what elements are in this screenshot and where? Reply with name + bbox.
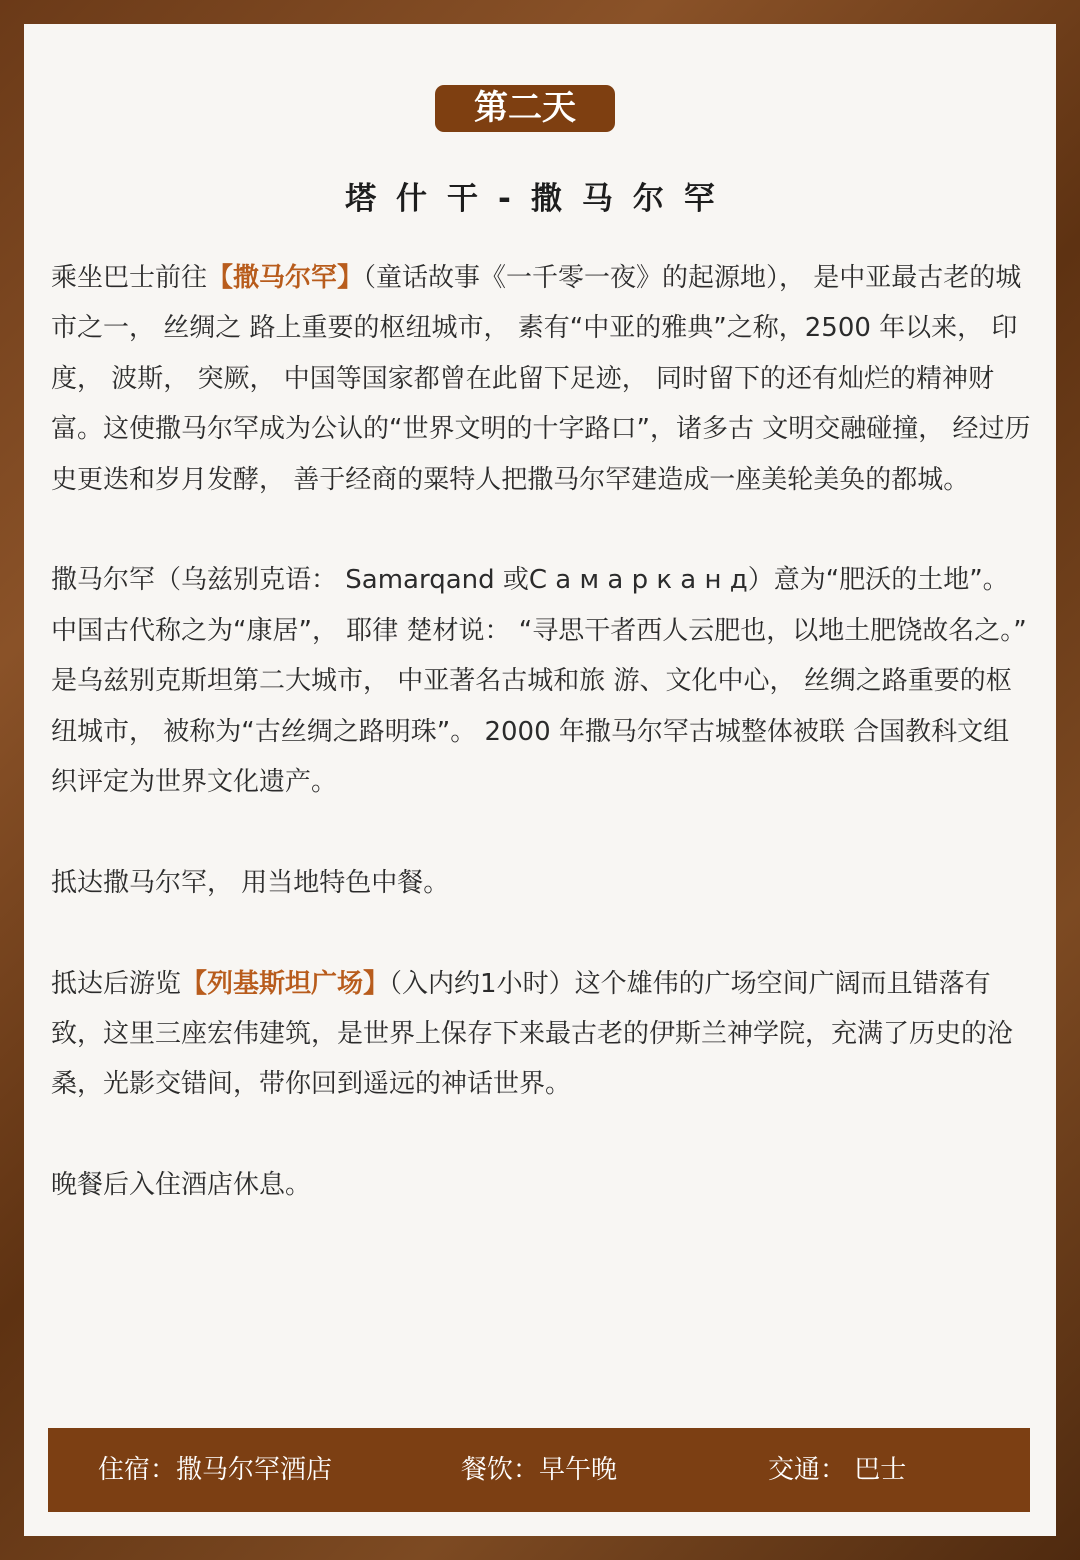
day-badge: 第二天	[435, 85, 615, 132]
meals-info: 餐饮：早午晚	[461, 1455, 618, 1485]
lodging-info: 住宿：撒马尔罕酒店	[98, 1455, 333, 1485]
paragraph-text: （入内约1小时）这个雄伟的广场空间广阔而且错落有致，这里三座宏伟建筑，是世界上保存下来最古老的伊斯兰神学院，充满了历史的沧桑，光影交错间，带你回到遥远的神话世界。	[51, 968, 1014, 1100]
highlight-registan: 【列基斯坦广场】	[181, 968, 390, 999]
transport-info: 交通： 巴士	[768, 1455, 907, 1485]
paragraph-text: 抵达后游览	[51, 968, 182, 999]
itinerary-card	[24, 24, 1056, 1536]
paragraph-samarkand-history: 撒马尔罕（乌兹别克语： Samarqand 或С а м а р к а н д）意为“肥沃的土地”。中国古代称之为“康居”， 耶律 楚材说： “寻思干者西人云肥也，以地土肥饶故名之。” 是乌兹别克斯坦第二大城市， 中亚著名古城和旅 游、文化中心， 丝绸之路重要的枢纽城市， 被称为“古丝绸之路明珠”。 2000 年撒马尔罕古城整体被联 合国教科文组织评定为世界文化遗产。	[51, 565, 1027, 798]
info-footer	[48, 1428, 1030, 1512]
paragraph-lunch: 抵达撒马尔罕， 用当地特色中餐。	[51, 867, 450, 898]
paragraph-samarkand-intro	[51, 253, 1033, 505]
paragraph-hotel: 晚餐后入住酒店休息。	[51, 1170, 312, 1201]
itinerary-content	[51, 253, 1033, 1261]
route-title: 塔什干-撒马尔罕	[345, 181, 735, 217]
paragraph-text: 乘坐巴士前往	[51, 263, 208, 293]
highlight-samarkand: 【撒马尔罕】	[207, 263, 364, 293]
paragraph-registan	[51, 959, 1033, 1110]
paragraph-text: （童话故事《一千零一夜》的起源地）， 是中亚最古老的城市之一， 丝绸之 路上重要的枢纽城市， 素有“中亚的雅典”之称，2500 年以来， 印度， 波斯， 突厥， 中国等国家都曾在此留下足迹， 同时留下的还有灿烂的精神财富。这使撒马尔罕成为公认的“世界文明的十字路口”，诸多古 文明交融碰撞， 经过历史更迭和岁月发酵， 善于经商的粟特人把撒马尔罕建造成一座美轮美奂的都城。	[51, 263, 1031, 495]
